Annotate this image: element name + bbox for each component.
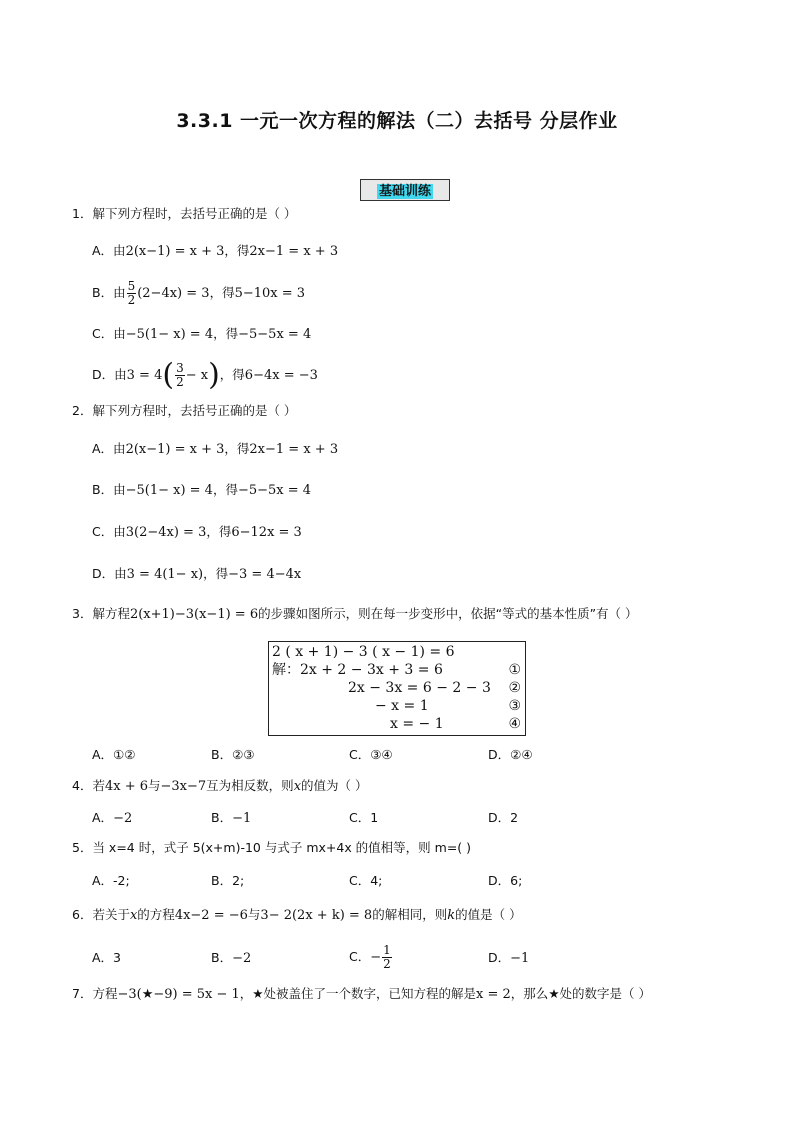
question-2-option-a: A．由2(x−1) = x + 3，得2x−1 = x + 3 bbox=[92, 441, 339, 457]
question-2-option-b: B．由−5(1− x) = 4，得−5−5x = 4 bbox=[92, 482, 312, 498]
step-1-mark: ① bbox=[508, 662, 521, 678]
question-1-option-b: B．由 $\frac{5}{2}$ (2−4x) = 3，得5−10x = 3 bbox=[92, 279, 306, 307]
step-4: x = − 1 bbox=[390, 716, 444, 732]
fraction: $\frac{5}{2}$ bbox=[127, 279, 136, 307]
step-1: 解：2x + 2 − 3x + 3 = 6 bbox=[272, 662, 443, 678]
step-2: 2x − 3x = 6 − 2 − 3 bbox=[348, 680, 491, 696]
question-5-option-c: C．4; bbox=[349, 873, 383, 888]
question-5-option-a: A．-2; bbox=[92, 873, 130, 888]
question-4-option-d: D．2 bbox=[488, 810, 519, 825]
question-3-option-c: C．③④ bbox=[349, 747, 393, 762]
star-icon: ★ bbox=[252, 986, 264, 1001]
question-3-stem: 3．解方程2(x+1)−3(x−1) = 6的步骤如图所示，则在每一步变形中，依据“等式的基本性质”有（ ） bbox=[72, 606, 638, 622]
question-6-option-a: A．3 bbox=[92, 950, 122, 965]
question-3-option-a: A．①② bbox=[92, 747, 136, 762]
question-3-option-b: B．②③ bbox=[211, 747, 255, 762]
question-6-option-b: B．−2 bbox=[211, 950, 252, 966]
star-icon: ★ bbox=[548, 986, 560, 1001]
question-4-stem: 4．若4x + 6与−3x−7互为相反数，则x的值为（ ） bbox=[72, 778, 368, 794]
section-label: 基础训练 bbox=[378, 184, 431, 199]
question-5-option-b: B．2; bbox=[211, 873, 245, 888]
question-6-stem: 6．若关于x的方程4x−2 = −6与3− 2(2x + k) = 8的解相同，则k的值是（ ） bbox=[72, 907, 522, 923]
question-2-stem: 2．解下列方程时，去括号正确的是（ ） bbox=[72, 403, 297, 418]
question-3-option-d: D．②④ bbox=[488, 747, 533, 762]
fraction: $\frac{3}{2}$ bbox=[176, 361, 184, 389]
question-1-option-d: D．由3 = 4( $\frac{3}{2}$ − x)，得6−4x = −3 bbox=[92, 357, 318, 393]
question-2-option-c: C．由3(2−4x) = 3，得6−12x = 3 bbox=[92, 524, 302, 540]
step-2-mark: ② bbox=[508, 680, 521, 696]
question-6-option-c: C．− $\frac{1}{2}$ bbox=[349, 943, 391, 971]
step-equation: 2 ( x + 1) − 3 ( x − 1) = 6 bbox=[272, 644, 455, 660]
page-title: 3.3.1 一元一次方程的解法（二）去括号 分层作业 bbox=[176, 110, 618, 132]
question-1-stem: 1．解下列方程时，去括号正确的是（ ） bbox=[72, 206, 297, 221]
solution-steps-box bbox=[268, 641, 526, 736]
question-1-option-a: A．由2(x−1) = x + 3，得2x−1 = x + 3 bbox=[92, 243, 339, 259]
question-2-option-d: D．由3 = 4(1− x)，得−3 = 4−4x bbox=[92, 566, 302, 582]
question-6-option-d: D．−1 bbox=[488, 950, 530, 966]
question-1-option-c: C．由−5(1− x) = 4，得−5−5x = 4 bbox=[92, 326, 312, 342]
question-5-option-d: D．6; bbox=[488, 873, 523, 888]
question-5-stem: 5．当 x=4 时，式子 5(x+m)-10 与式子 mx+4x 的值相等，则 m=( ) bbox=[72, 840, 472, 855]
step-4-mark: ④ bbox=[508, 716, 521, 732]
step-3: − x = 1 bbox=[375, 698, 429, 714]
question-4-option-b: B．−1 bbox=[211, 810, 252, 826]
step-3-mark: ③ bbox=[508, 698, 521, 714]
fraction: $\frac{1}{2}$ bbox=[383, 943, 391, 971]
question-4-option-c: C．1 bbox=[349, 810, 379, 825]
question-4-option-a: A．−2 bbox=[92, 810, 133, 826]
section-label-box bbox=[360, 179, 450, 201]
question-7-stem: 7．方程−3(★−9) = 5x − 1，★处被盖住了一个数字，已知方程的解是x = 2，那么★处的数字是（ ） bbox=[72, 986, 652, 1002]
